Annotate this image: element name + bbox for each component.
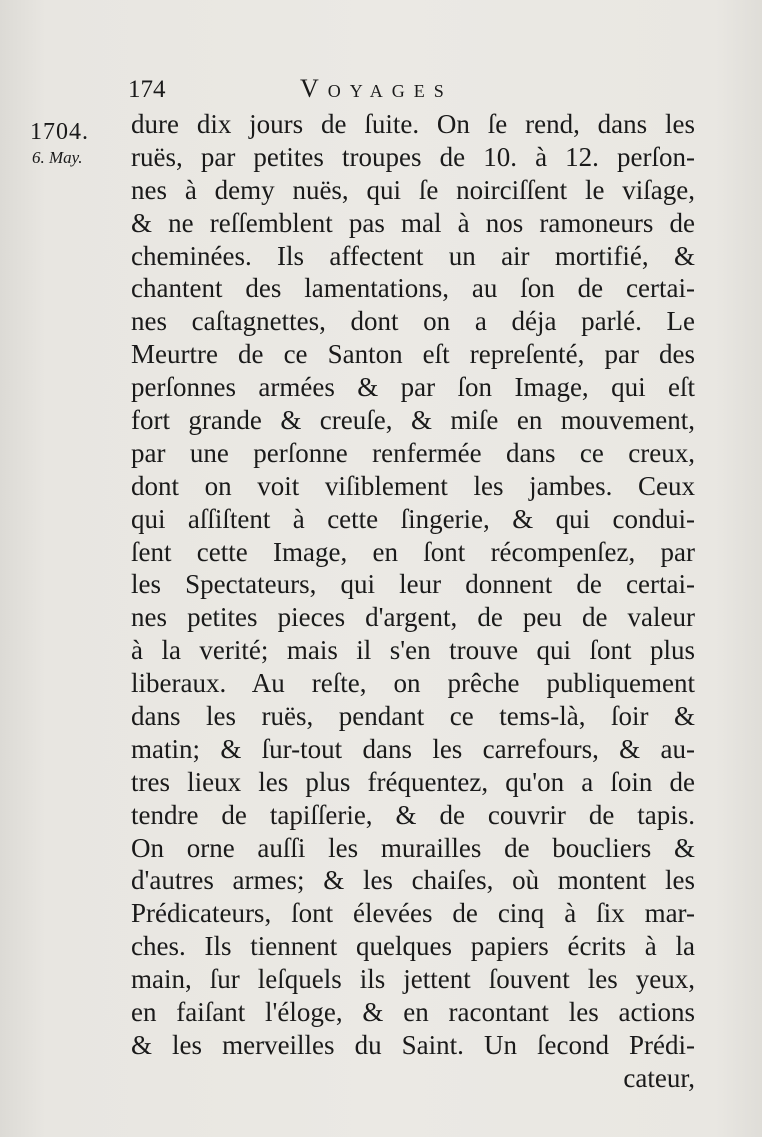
text-line: liberaux. Au reſte, on prêche publiquement [131,668,695,699]
text-line: On orne auſſi les murailles de boucliers & [131,832,695,863]
text-line: en faiſant l'éloge, & en racontant les actions [131,997,695,1028]
text-line: nes à demy nuës, qui ſe noirciſſent le viſage, [131,174,695,205]
text-line: nes caſtagnettes, dont on a déja parlé. Le [131,306,695,337]
text-line: les Spectateurs, qui leur donnent de certai- [131,569,695,600]
text-line: & ne reſſemblent pas mal à nos ramoneurs de [131,207,695,238]
text-line: qui aſſiſtent à cette ſingerie, & qui condui- [131,503,695,534]
text-line: Prédicateurs, ſont élevées de cinq à ſix mar- [131,898,695,929]
text-line: tendre de tapiſſerie, & de couvrir de tapis. [131,799,695,830]
text-line: tres lieux les plus fréquentez, qu'on a ſoin de [131,766,695,797]
text-line: cheminées. Ils affectent un air mortifié, & [131,240,695,271]
text-line: Meurtre de ce Santon eſt repreſenté, par des [131,339,695,370]
text-line: chantent des lamentations, au ſon de certai- [131,273,695,304]
page-number: 174 [128,76,166,103]
text-line: fort grande & creuſe, & miſe en mouvement, [131,405,695,436]
text-line: & les merveilles du Saint. Un ſecond Prédi- [131,1029,695,1060]
text-line: perſonnes armées & par ſon Image, qui eſt [131,372,695,403]
text-line: dure dix jours de ſuite. On ſe rend, dans les [131,109,695,139]
margin-year: 1704. [30,119,89,145]
text-line: ches. Ils tiennent quelques papiers écrits à la [131,931,695,962]
body-text [131,108,695,1095]
text-line: ruës, par petites troupes de 10. à 12. perſon- [131,141,695,172]
text-line: ſent cette Image, en ſont récompenſez, par [131,536,695,567]
text-line: matin; & ſur-tout dans les carrefours, & au- [131,733,695,764]
text-line: à la verité; mais il s'en trouve qui ſont plus [131,635,695,666]
text-line: main, ſur leſquels ils jettent ſouvent les yeux, [131,964,695,995]
text-line: nes petites pieces d'argent, de peu de valeur [131,602,695,633]
margin-notes [30,118,126,168]
text-line: dans les ruës, pendant ce tems-là, ſoir & [131,701,695,732]
catchword-line: cateur, [623,1062,695,1093]
margin-date: 6. May. [32,148,83,167]
running-title: Voyages [300,74,453,103]
text-line: par une perſonne renfermée dans ce creux, [131,437,695,468]
text-line: dont on voit viſiblement les jambes. Ceux [131,470,695,501]
text-line: d'autres armes; & les chaiſes, où montent les [131,865,695,896]
page-header [0,74,762,108]
